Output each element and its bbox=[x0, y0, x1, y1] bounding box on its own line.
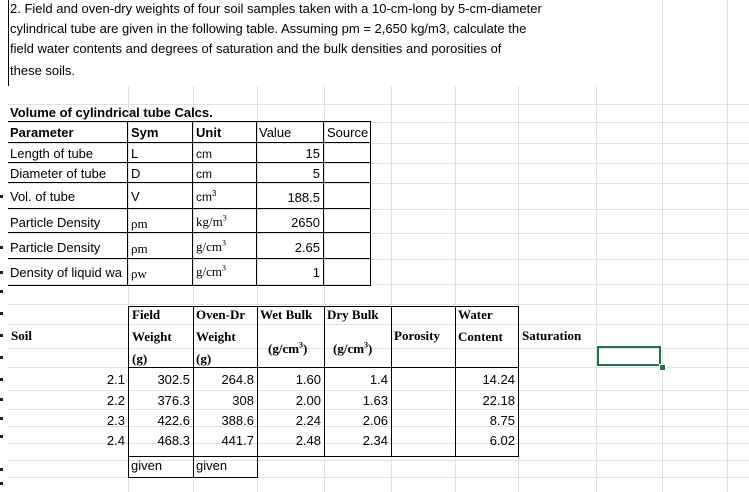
calc-sym-liquid-density: ρw bbox=[131, 266, 147, 281]
header-field-3: (g) bbox=[132, 351, 148, 366]
calc-unit-particle-density-g: $g/cm^3$ bbox=[196, 238, 226, 254]
header-soil: Soil bbox=[11, 328, 32, 343]
header-unit: Unit bbox=[196, 125, 222, 140]
calc-sym-length: L bbox=[131, 146, 139, 161]
field-weight-2-3[interactable]: 422.6 bbox=[157, 413, 190, 428]
calc-value-length[interactable]: 15 bbox=[305, 146, 320, 161]
oven-weight-2-3[interactable]: 388.6 bbox=[221, 413, 254, 428]
header-water-2: Content bbox=[458, 329, 503, 344]
dry-bulk-2-3[interactable]: 2.06 bbox=[362, 413, 388, 428]
problem-statement bbox=[9, 0, 609, 86]
problem-line-4: these soils. bbox=[10, 63, 76, 78]
calc-param-volume: Vol. of tube bbox=[10, 189, 76, 204]
calc-sym-volume: V bbox=[131, 189, 140, 204]
calc-sym-particle-density-kg: ρm bbox=[131, 216, 148, 231]
header-saturation: Saturation bbox=[522, 328, 582, 343]
calc-value-particle-density-kg[interactable]: 2650 bbox=[291, 215, 320, 230]
dry-bulk-2-1[interactable]: 1.4 bbox=[369, 372, 388, 387]
calcs-title: Volume of cylindrical tube Calcs. bbox=[10, 105, 213, 120]
row-header-gutter bbox=[0, 0, 8, 492]
header-oven-1: Oven-Dr bbox=[196, 307, 246, 322]
header-oven-3: (g) bbox=[196, 351, 212, 366]
oven-weight-2-1[interactable]: 264.8 bbox=[221, 372, 254, 387]
header-parameter: Parameter bbox=[10, 125, 74, 140]
active-cell-selection[interactable] bbox=[597, 346, 661, 366]
fill-handle[interactable] bbox=[659, 364, 666, 371]
water-content-2-1[interactable]: 14.24 bbox=[482, 372, 515, 387]
header-dry-bulk-1: Dry Bulk bbox=[327, 307, 379, 322]
header-sym: Sym bbox=[131, 125, 159, 140]
oven-weight-2-4[interactable]: 441.7 bbox=[221, 433, 254, 448]
field-weight-2-4[interactable]: 468.3 bbox=[157, 433, 190, 448]
calc-param-liquid-density: Density of liquid wa bbox=[10, 265, 122, 280]
calc-unit-particle-density-kg: $kg/m^3$ bbox=[196, 213, 227, 229]
calc-unit-liquid-density: $g/cm^3$ bbox=[196, 263, 226, 279]
calc-sym-diameter: D bbox=[131, 166, 141, 181]
calc-unit-diameter: cm bbox=[196, 167, 212, 181]
calc-value-liquid-density[interactable]: 1 bbox=[312, 265, 320, 280]
water-content-2-3[interactable]: 8.75 bbox=[489, 413, 515, 428]
calc-param-length: Length of tube bbox=[10, 146, 94, 161]
wet-bulk-2-1[interactable]: 1.60 bbox=[295, 372, 321, 387]
wet-bulk-2-4[interactable]: 2.48 bbox=[295, 433, 321, 448]
field-weight-2-1[interactable]: 302.5 bbox=[157, 372, 190, 387]
dry-bulk-2-2[interactable]: 1.63 bbox=[362, 393, 388, 408]
header-dry-bulk-unit: $(g/cm^3)$ bbox=[333, 340, 373, 356]
header-water-1: Water bbox=[458, 307, 493, 322]
problem-line-3: field water contents and degrees of saturation and the bulk densities and porosities of bbox=[10, 41, 502, 56]
header-porosity: Porosity bbox=[394, 328, 440, 343]
wet-bulk-2-2[interactable]: 2.00 bbox=[295, 393, 321, 408]
water-content-2-4[interactable]: 6.02 bbox=[489, 433, 515, 448]
soil-id-2-3: 2.3 bbox=[106, 413, 125, 428]
field-footer-given: given bbox=[131, 458, 163, 473]
oven-weight-2-2[interactable]: 308 bbox=[232, 393, 254, 408]
field-weight-2-2[interactable]: 376.3 bbox=[157, 393, 190, 408]
header-wet-bulk-unit: $(g/cm^3)$ bbox=[268, 340, 308, 356]
calc-value-volume[interactable]: 188.5 bbox=[287, 190, 320, 205]
problem-line-1: 2. Field and oven-dry weights of four soil samples taken with a 10-cm-long by 5-cm-diameter bbox=[10, 1, 542, 16]
header-field-1: Field bbox=[132, 307, 161, 322]
wet-bulk-2-3[interactable]: 2.24 bbox=[295, 413, 321, 428]
soil-id-2-2: 2.2 bbox=[106, 393, 125, 408]
dry-bulk-2-4[interactable]: 2.34 bbox=[362, 433, 388, 448]
header-value: Value bbox=[259, 125, 292, 140]
calc-value-particle-density-g[interactable]: 2.65 bbox=[294, 240, 320, 255]
calc-sym-particle-density-g: ρm bbox=[131, 241, 148, 256]
calc-param-particle-density-g: Particle Density bbox=[10, 240, 101, 255]
header-field-2: Weight bbox=[132, 329, 172, 344]
header-source: Source bbox=[327, 125, 369, 140]
soil-id-2-1: 2.1 bbox=[106, 372, 125, 387]
oven-footer-given: given bbox=[196, 458, 228, 473]
soil-id-2-4: 2.4 bbox=[106, 433, 125, 448]
calc-param-diameter: Diameter of tube bbox=[10, 166, 107, 181]
calc-param-particle-density-kg: Particle Density bbox=[10, 215, 101, 230]
header-oven-2: Weight bbox=[196, 329, 236, 344]
calc-unit-volume: $cm^3$ bbox=[196, 189, 217, 204]
problem-line-2: cylindrical tube are given in the following table. Assuming pm = 2,650 kg/m3, calculate the bbox=[10, 21, 527, 36]
calc-value-diameter[interactable]: 5 bbox=[312, 166, 320, 181]
header-wet-bulk-1: Wet Bulk bbox=[260, 307, 313, 322]
water-content-2-2[interactable]: 22.18 bbox=[482, 393, 515, 408]
calc-unit-length: cm bbox=[196, 147, 212, 161]
